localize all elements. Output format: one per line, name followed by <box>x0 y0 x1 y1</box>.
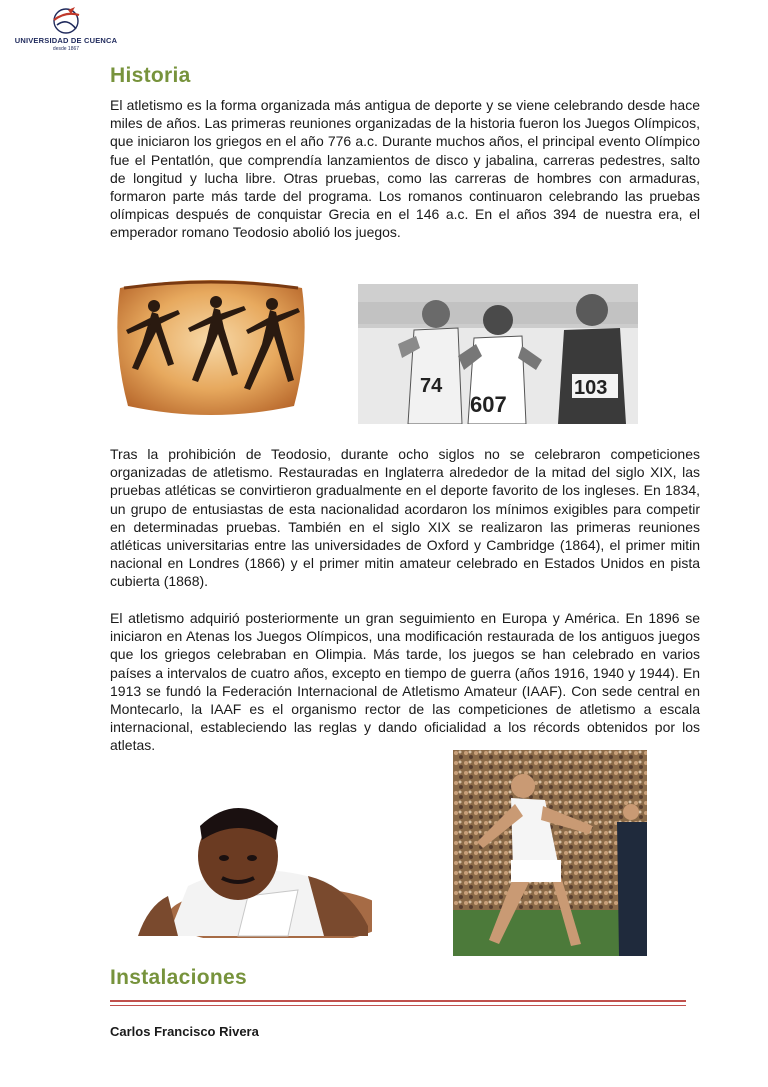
footer-rule-thick <box>110 1000 686 1002</box>
greek-vase-image <box>112 272 310 422</box>
bib-number-left: 74 <box>420 375 443 397</box>
historia-paragraph-3: El atletismo adquirió posteriormente un gran seguimiento en Europa y América. En 1896 se iniciaron en Atenas los Juegos Olímpicos, una modificación restaurada de los antiguos juegos que los griegos celebraban en Olimpia. Más tarde, los juegos se han celebrado en varios países a intervalos de cuatro años, excepto en tiempo de guerra (años 1916, 1940 y 1944). En 1913 se fundó la Federación Internacional de Atletismo Amateur (IAAF). Con sede central en Montecarlo, la IAAF es el organismo rector de las competiciones de atletismo a escala internacional, estableciendo las reglas y dando oficialidad a los récords obtenidos por los atletas. <box>110 610 700 754</box>
instalaciones-heading: Instalaciones <box>110 966 247 989</box>
university-logo <box>14 6 118 62</box>
historia-paragraph-2: Tras la prohibición de Teodosio, durante ocho siglos no se celebraron competiciones organizadas de atletismo. Restauradas en Inglaterra alrededor de la mitad del siglo XIX, las pruebas atléticas se convirtieron gradualmente en el deporte favorito de los ingleses. En 1834, un grupo de entusiastas de esta nacionalidad acordaron los mínimos exigibles para competir en determinadas pruebas. También en el siglo XIX se realizaron las primeras reuniones atléticas universitarias entre las universidades de Oxford y Cambridge (1864), el primer mitin nacional en Londres (1866) y el primer mitin amateur celebrado en Estados Unidos en pista cubierta (1868). <box>110 446 700 590</box>
runners-photo <box>358 284 638 424</box>
footer-author: Carlos Francisco Rivera <box>110 1024 259 1039</box>
historia-paragraph-1: El atletismo es la forma organizada más antigua de deporte y se viene celebrando desde hace miles de años. Las primeras reuniones organizadas de la historia fueron los Juegos Olímpicos, que iniciaron los griegos en el año 776 a.c. Durante muchos años, el principal evento Olímpico fue el Pentatlón, que comprendía lanzamientos de disco y jabalina, carreras pedestres, salto de longitud y lucha libre. Otras pruebas, como las carreras de hombres con armaduras, formaron parte más tarde del programa. Los romanos continuaron celebrando las pruebas olímpicas después de conquistar Grecia en el 146 a.c. En el años 394 de nuestra era, el emperador romano Teodosio abolió los juegos. <box>110 97 700 241</box>
shot-put-athlete-photo <box>128 786 372 938</box>
university-emblem-icon <box>48 6 84 36</box>
bib-number-mid: 607 <box>470 392 507 417</box>
bib-number-right: 103 <box>574 377 608 399</box>
historia-heading: Historia <box>110 64 191 87</box>
university-since: desde 1867 <box>52 46 80 52</box>
javelin-thrower-photo <box>453 750 647 956</box>
footer-rule-thin <box>110 1005 686 1006</box>
university-name: UNIVERSIDAD DE CUENCA <box>14 36 118 45</box>
